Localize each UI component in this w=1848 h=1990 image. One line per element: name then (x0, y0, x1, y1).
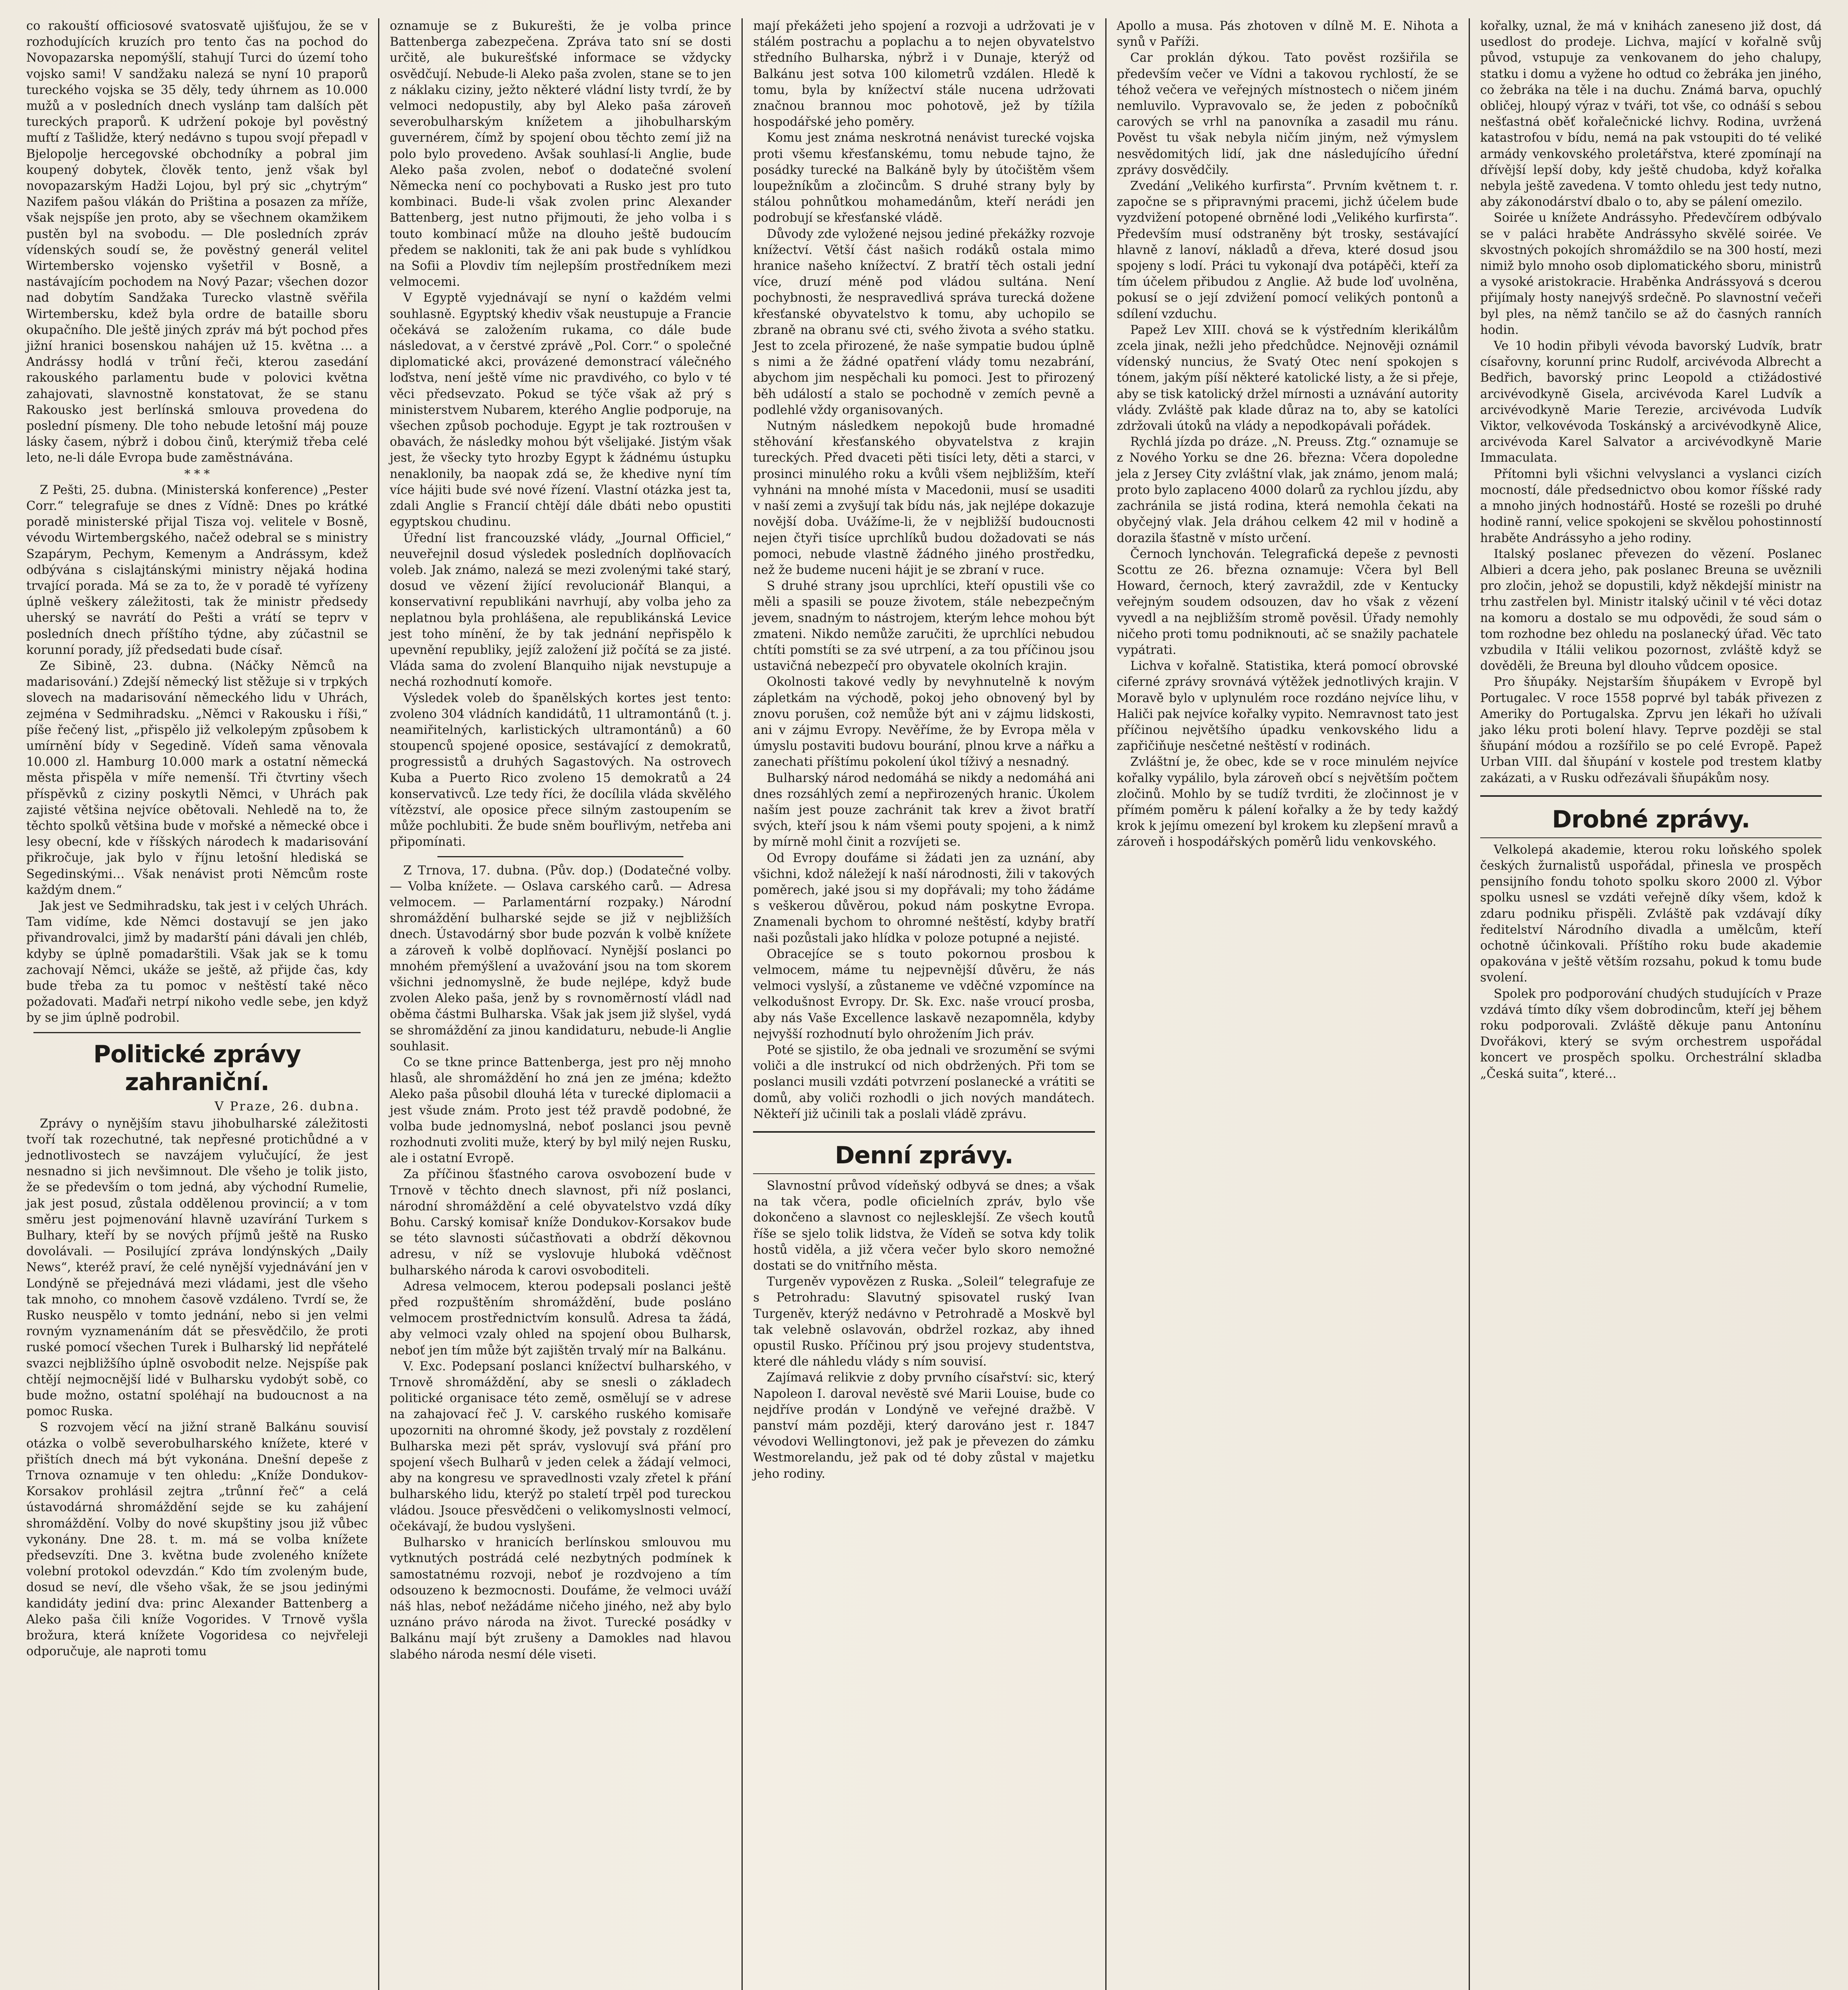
article-paragraph: Okolnosti takové vedly by nevyhnutelně k novým zápletkám na východě, pokoj jeho obnovený byl by znovu porušen, což nemůže být ani v zájmu lidskosti, ani v zájmu Evropy. Nevěříme, že by Evropa měla v úmyslu postaviti budovu bourání, plnou krve a nářku a zanechati příštímu pokolení úkol tíživý a nesnadný. (753, 675, 1095, 769)
article-paragraph: Soirée u knížete Andrássyho. Předevčírem odbývalo se v paláci hraběte Andrássyho skvělé soirée. Ve skvostných pokojích shromáždilo se na 300 hostí, mezi nimiž bylo mnoho osob diplomatického sboru, ministrů a vysoké aristokracie. Hraběnka Andrássyová s dcerou přijímaly hosty nanejvýš srdečně. Po slavnostní večeři byl ples, na němž tančilo se až do časných ranních hodin. (1480, 211, 1822, 337)
article-paragraph: Z Trnova, 17. dubna. (Pův. dop.) (Dodatečné volby. — Volba knížete. — Oslava carského carů. — Adresa velmocem. — Parlamentární rozpaky.) Národní shromáždění bulharské sejde se již v nejbližších dnech. Ústavodárný sbor bude pozván k volbě knížete a zároveň k volbě doplňovací. Nynější poslanci po mnohém přemýšlení a uvažování jsou na tom skorem všichni jednomyslně, že bude nejlépe, když bude zvolen Aleko paša, jenž by s rovnoměrností vládl nad oběma částmi Bulharska. Však jak jsem již slyšel, vydá se shromáždění za jinou kandidaturu, nebude-li Anglie souhlasit. (390, 863, 732, 1054)
article-paragraph: Turgeněv vypovězen z Ruska. „Soleil“ telegrafuje ze s Petrohradu: Slavutný spisovatel ruský Ivan Turgeněv, kterýž nedávno v Petrohradě a Moskvě byl tak velebně oslavován, obdržel rozkaz, aby ihned opustil Rusko. Příčinou prý jsou projevy studentstva, které dle náhledu vlády s ním souvisí. (753, 1275, 1095, 1369)
article-paragraph: Papež Lev XIII. chová se k výstředním klerikálům zcela jinak, nežli jeho předchůdce. Nejnověji oznámil vídenský nuncius, že Svatý Otec není spokojen s tónem, jakým píší některé katolické listy, a že si přeje, aby se tisk katolický držel mírnosti a uznávání autority vlády. Zvláště pak klade důraz na to, aby se katolíci zdržovali útoků na vlády a nepodkopávali pořádek. (1116, 323, 1458, 433)
section-heading: Drobné zprávy. (1552, 805, 1750, 833)
article-paragraph: Adresa velmocem, kterou podepsali poslanci ještě před rozpuštěním shromáždění, bude posláno velmocem prostřednictvím konsulů. Adresa ta žádá, aby velmoci vzaly ohled na spojení obou Bulharsk, neboť jen tím může být zajištěn trvalý mír na Balkánu. (390, 1279, 732, 1358)
article-paragraph: Úřední list francouzské vlády, „Journal Officiel,“ neuveřejnil dosud výsledek posledních doplňovacích voleb. Jak známo, nalezá se mezi zvolenými také starý, dosud ve vězení žijící revolucionář Blanqui, a konservativní republikáni navrhují, aby volba jeho za neplatnou byla prohlášena, ale republikánská Levice jest toho mínění, že by tak jednání nepřispělo k upevnění republiky, jejíž založení již počítá se za jisté. Vláda sama do zvolení Blanquiho nijak nevstupuje a nechá rozhodnutí komoře. (390, 531, 732, 689)
section-divider (437, 856, 683, 857)
article-paragraph: Důvody zde vyložené nejsou jediné překážky rozvoje knížectví. Větší část našich rodáků ostala mimo hranice našeho knížectví. Z bratří těch ostali jední více, druzí méně pod vládou sultána. Není pochybnosti, že nespravedlivá správa turecká dožene křesťanské obyvatelstvo k tomu, aby uchopilo se zbraně na obranu své cti, svého života a svého statku. Jest to zcela přirozené, že naše sympatie budou úplně s nimi a že žádné opatření vlády tomu nezabrání, abychom jim nespěchali ku pomoci. Jest to přirozený běh událostí a stalo se pochodně v zemích pevně a podlehlé vždy organisovaných. (753, 227, 1095, 417)
article-paragraph: Zajímavá relikvie z doby prvního císařství: sic, který Napoleon I. daroval nevěstě své Marii Louise, bude co nejdříve prodán v Londýně ve veřejné dražbě. V panství mám později, který darováno jest r. 1847 vévodovi Wellingtonovi, jež pak je převezen do zámku Westmorelandu, jež pak od té doby zůstal v majetku jeho rodiny. (753, 1371, 1095, 1481)
article-paragraph: Poté se sjistilo, že oba jednali ve srozumění se svými voliči a dle instrukcí od nich obdržených. Při tom se poslanci musili vzdáti potvrzení poslanecké a vrátiti se domů, aby voliči rozhodli o jich nových mandátech. Někteří již učinili tak a poslali vládě zprávu. (753, 1043, 1095, 1121)
section-heading-box (1480, 795, 1822, 838)
article-paragraph: Zvedání „Velikého kurfirsta“. Prvním květnem t. r. započne se s připravnými pracemi, jichž účelem bude vyzdvižení potopené obrněné lodi „Velikého kurfirsta“. Především musí odstraněny být trosky, sestávající hlavně z lanoví, nákladů a dřeva, které dosud jsou spojeny s lodí. Práci tu vykonají dva potápěči, kteří za tím účelem přibudou z Anglie. Až bude loď uvolněna, pokusí se o její zdvižení pomocí velikých pontonů a sdílení vzduchu. (1116, 179, 1458, 321)
article-paragraph: oznamuje se z Bukurešti, že je volba prince Battenberga zabezpečena. Zpráva tato sní se dosti určitě, ale bukurešťské informace se vždycky osvědčují. Nebude-li Aleko paša zvolen, stane se to jen z náklaku ciziny, ježto některé vládní listy tvrdí, že by velmoci nedopustily, aby byl Aleko paša zároveň severobulharským knížetem a jihobulharským guvernérem, čímž by spojení obou těchto zemí již na polo bylo provedeno. Avšak souhlasí-li Anglie, bude Aleko paša zvolen, neboť o dodatečné svolení Německa není co pochybovati a Rusko jest pro tuto kombinaci. Bude-li však zvolen princ Alexander Battenberg, jest nutno přijmouti, že jeho volba i s touto kombinací může na dlouho ještě budoucím předem se nakloniti, tak že ani pak bude s vyhlídkou na Sofii a Plovdiv tím nejlepším prostředníkem mezi velmocemi. (390, 19, 732, 289)
section-heading-box (753, 1131, 1095, 1174)
article-paragraph: S druhé strany jsou uprchlíci, kteří opustili vše co měli a spasili se pouze životem, stále nebezpečným jevem, snadným to nástrojem, kterým lehce mohou být zmateni. Nikdo nemůže zaručiti, že uprchlíci nebudou chtíti pomstíti se za své utrpení, a za tou příčinou jsou ustavičná nebezpečí pro obyvatele okolních krajin. (753, 579, 1095, 673)
dateline: V Praze, 26. dubna. (215, 1099, 360, 1114)
article-paragraph: Car proklán dýkou. Tato pověst rozšiřila se především večer ve Vídni a takovou rychlostí, že se téhož večera ve veřejných místnostech o ničem jiném nemluvilo. Vypravovalo se, že jeden z pobočníků carových se vrhl na panovníka a zasadil mu ránu. Pověst tu však nebyla ničím jiným, než výmyslem nesvědomitých lidí, jak dne následujícího úřední zprávy dosvědčily. (1116, 51, 1458, 177)
article-paragraph: Zvláštní je, že obec, kde se v roce minulém nejvíce kořalky vypálilo, byla zároveň obcí s největším počtem zločinů. Mohlo by se tudíž tvrditi, že zločinnost je v přímém poměru k pálení kořalky a že by tedy každý krok k jejímu omezení byl krokem ku zlepšení mravů a zároveň i hospodářských poměrů lidu venkovského. (1116, 755, 1458, 849)
article-paragraph: Bulharský národ nedomáhá se nikdy a nedomáhá ani dnes rozsáhlých zemí a nepřirozených hranic. Úkolem naším jest pouze zachránit tak krev a život bratří svých, kteří jsou k nám všemi pouty spojeni, a k nimž by mírně mohl činit a rozvíjeti se. (753, 771, 1095, 849)
section-heading: Politické zprávy zahraniční. (93, 1040, 301, 1096)
article-paragraph: Pro šňupáky. Nejstarším šňupákem v Evropě byl Portugalec. V roce 1558 poprvé byl tabák přivezen z Ameriky do Portugalska. Zprvu jen lékaři ho užívali jako léku proti bolení hlavy. Teprve později se stal šňupání módou a rozšířilo se po celé Evropě. Papež Urban VIII. dal šňupání v kostele pod trestem klatby zakázati, a v Rusku odřezávali šňupákům nosy. (1480, 675, 1822, 785)
article-paragraph: Komu jest známa neskrotná nenávist turecké vojska proti všemu křesťanskému, tomu nebude tajno, že posádky turecké na Balkáně byly by útočištěm všem loupežníkům a zločincům. S druhé strany byly by stálou pohnůtkou mohamedánům, kteří nerádi jen podrobují se křesťanské vládě. (753, 131, 1095, 225)
section-divider (33, 1032, 361, 1033)
article-paragraph: Černoch lynchován. Telegrafická depeše z pevnosti Scottu ze 26. března oznamuje: Včera byl Bell Howard, černoch, který zavraždil, zde v Kentucky veřejným soudem odsouzen, dav ho však z vězení vyvedl a na nejbližším stromě pověsil. Úřady nemohly ničeho proti tomu podniknouti, ač se snažily pachatele vypátrati. (1116, 547, 1458, 657)
article-paragraph: Italský poslanec převezen do vězení. Poslanec Albieri a dcera jeho, pak poslanec Breuna se uvěznili pro zločin, jehož se dopustili, když někdejší ministr na trhu zastřelen byl. Ministr italský učinil v té věci dotaz na komoru a dostalo se mu odpovědi, že soud sám o tom rozhodne bez ohledu na poslanecký úřad. Věc tato vzbudila v Itálii velikou pozornost, zvláště když se dověděli, že Breuna byl dlouho vůdcem oposice. (1480, 547, 1822, 673)
article-paragraph: Slavnostní průvod vídeňský odbyvá se dnes; a však na tak včera, podle oficielních zpráv, bylo vše dokončeno a slavnost co nejlesklejší. Ze všech koutů říše se sjelo tolik lidstva, že Vídeň se sotva kdy tolik hostů viděla, a již včera večer bylo skoro nemožné dostati se do vnitřního města. (753, 1179, 1095, 1273)
article-paragraph: Lichva v kořalně. Statistika, která pomocí obrovské ciferné zprávy srovnává výtěžek jednotlivých krajin. V Moravě bylo v uplynulém roce rozdáno nejvíce lihu, v Haliči pak nejvíce kořalky vypito. Nemravnost tato jest příčinou největšího úpadku venkovského lidu a zapřičiňuje nesčetné neštěstí v rodinách. (1116, 659, 1458, 753)
article-paragraph: Ve 10 hodin přibyli vévoda bavorský Ludvík, bratr císařovny, korunní princ Rudolf, arcivévoda Albrecht a Bedřich, bavorský princ Leopold a ctižádostivé arcivévodkyně Gisela, arcivévoda Karel Ludvík a arcivévodkyně Marie Terezie, arcivévoda Ludvík Viktor, velkovévoda Toskánský a arcivévodkyně Alice, arcivévoda Karel Salvator a arcivévodkyně Marie Immaculata. (1480, 339, 1822, 465)
article-paragraph: Z Pešti, 25. dubna. (Ministerská konference) „Pester Corr.“ telegrafuje se dnes z Vídně: Dnes po krátké poradě ministerské přijal Tisza voj. velitele v Bosně, vévodu Wirtembergského, načež odebral se s ministry Szapárym, Pechym, Kemenym a Andrássym, kdež odbývána s cislajtánskými ministry nějaká hodina trvající porada. Má se za to, že v poradě té vyřízeny úplně veškery záležitosti, tak že ministr předsedy uherský se navrátí do Pešti a vrátí se teprv v posledních dnech příštího týdne, aby zúčastnil se korunní porady, jíž předsedati bude císař. (26, 483, 368, 657)
article-paragraph: Obracejíce se s touto pokornou prosbou k velmocem, máme tu nejpevnější důvěru, že nás velmoci vyslyší, a zůstaneme ve vděčné vzpomínce na velkodušnost Evropy. Dr. Sk. Exc. naše vroucí prosba, aby nás Vaše Excellence laskavě nezapomněla, kdyby nejvyšší rozhodnutí bylo ohrožením Jich práv. (753, 947, 1095, 1041)
article-paragraph: Jak jest ve Sedmihradsku, tak jest i v celých Uhrách. Tam vidíme, kde Němci dostavují se jen jako přivandrovalci, jimž by madarští páni dávali jen chléb, kdyby se úplně pomadarštili. Však jak se k tomu zachovají Němci, ukáže se ještě, až přijde čas, kdy bude třeba za tu pomoc v neštěstí také něco požadovati. Maďaři netrpí nikoho vedle sebe, jen když by se jim úplně podrobil. (26, 899, 368, 1025)
article-paragraph: V Egyptě vyjednávají se nyní o každém velmi souhlasně. Egyptský khediv však neustupuje a Francie očekává se založením rukama, co dále bude následovat, a v čerstvé zprávě „Pol. Corr.“ o společné diplomatické akci, provázené demonstrací válečného loďstva, není ještě víme nic pravdivého, co bylo v té věci předsevzato. Pokud se týče však až prý s ministerstvem Nubarem, kterého Anglie podporuje, na všechen způsob pochoduje. Egypt je tak roztroušen v obavách, že následky mohou být všelijaké. Jistým však jest, že všecky tyto hrozby Egypt k žádnému ústupku nenaklonily, ba naopak zdá se, že khedive nyní tím více hájiti bude své nové řízení. Vlastní otázka jest ta, zdali Anglie s Francií chtějí dále dbáti nebo opustiti egyptskou chudinu. (390, 291, 732, 529)
article-paragraph: co rakouští officiosové svatosvatě ujišťujou, že se v rozhodujících kruzích pro tento čas na pochod do Novopazarska nepomýšlí, stahují Turci do území toho vojsko sami! V sandžaku nalezá se nyní 10 praporů tureckého vojska se 35 děly, tedy úhrnem as 10.000 mužů a v posledních dnech vyslánp tam dalších pět tureckých praporů. K udržení pokoje byl pověstný muftí z Tašlidže, který nedávno s tupou svojí přepadl v Bjelopolje hercegovské obchodníky a pobral jim koupený dobytek, člověk tento, jenž však byl novopazarským Hadži Lojou, byl prý sic „chytrým“ Nazifem pašou vlákán do Priština a posazen za mříže, však nejspíše jen proto, aby se všechnem okamžikem pustěn byl na svobodu. — Dle posledních zpráv vídenských soudí se, že pověstný generál velitel Wirtembersko vojensko vyšetřil v Bosně, a nastávajícím pochodem na Nový Pazar; všechen dozor nad dobytím Sandžaka Turecko vlastně svěřila Wirtembersku, kdež byla ordre de bataille sboru okupačního. Dle ještě jiných zpráv má být pochod přes jižní hranici bosenskou nahájen už 15. května … a Andrássy hodlá v trůní řeči, kterou zasedání rakouského parlamentu bude v polovici května zahajovati, slavnostně konstatovat, že se stanu Rakousko jest berlínská smlouva provedena do poslední písmeny. Dle toho nebude letošní máj pouze lásky časem, nýbrž i dobou činů, kterýmiž třeba celé leto, ne-li dále Evropa bude zaměstnávána. (26, 19, 368, 465)
article-paragraph: Spolek pro podporování chudých studujících v Praze vzdává tímto díky všem dobrodincům, kteří jej během roku podporovali. Zvláště děkuje panu Antonínu Dvořákovi, který se svým orchestrem uspořádal koncert ve prospěch spolku. Orchestrální skladba „Česká suita“, které... (1480, 987, 1822, 1081)
section-stars: * * * (184, 467, 210, 481)
article-paragraph: Od Evropy doufáme si žádati jen za uznání, aby všichni, kdož náležejí k naší národnosti, žili v takových poměrech, jaké jsou si my dopřávali; my toho žádáme s veškerou důvěrou, pokud nám poskytne Evropa. Znamenali bychom to ohromné neštěstí, kdyby bratří naši pozůstali jako hlídka v poloze potupné a nejisté. (753, 851, 1095, 945)
column-2 (379, 18, 743, 1990)
article-paragraph: Ze Sibině, 23. dubna. (Náčky Němců na madarisování.) Zdejší německý list stěžuje si v trpkých slovech na madarisování německého lidu v Uhrách, zejména v Sedmihradsku. „Němci v Rakousku i říši,“ píše řečený list, „přispělo již velkolepým způsobem k umírnění bídy v Segedině. Vídeň sama věnovala 10.000 zl. Hamburg 10.000 mark a ostatní německá města přispěla v míře nemenší. Tři čtvrtiny všech příspěvků z ciziny poskytli Němci, v Uhrách pak zajisté většina nejvíce obětovali. Nehledě na to, že těchto spolků většina bude v mořské a německé obce i lesy obecní, kde v říšských národech k madarisování přikročuje, jak bylo v říjnu letošní hlediská se Segedinskými… Však nenávist proti Němcům roste každým dnem.“ (26, 659, 368, 897)
columns (16, 18, 1832, 1990)
article-paragraph: Zprávy o nynějším stavu jihobulharské záležitosti tvoří tak rozechutné, tak nepřesné protichůdné a v jednotlivostech se navzájem vylučující, že jest nesnadno si jich nevšimnout. Dle všeho je tolik jisto, že se především o tom jedná, aby východní Rumelie, jak jest posud, zůstala oddělenou provincií; a v tom směru jest pojmenování hlavně uzavírání Turkem s Bulhary, kteří by se nových příjmů ještě na Rusko dovolávali. — Posilující zpráva londýnských „Daily News“, kteréž praví, že celé nynější vyjednávání jen v Londýně se přejednává mezi vládami, jest dle všeho tak mnoho, co mnohem časově vzdáleno. Tvrdí se, že Rusko neuspělo v tomto jednání, nebo si jen velmi rovným vyznamenáním dát se přesvědčilo, že proti ruské pomocí všechen Turek i Bulharský lid nepřátelé svazci nejbližšího úplně osvobodit nelze. Nejspíše pak chtějí nejmocnější lidé v Bulharsku vydobýt sobě, co bude možno, ostatní spoléhají na budoucnost a na pomoc Ruska. (26, 1116, 368, 1419)
column-5 (1470, 18, 1832, 1990)
article-paragraph: mají překážeti jeho spojení a rozvoji a udržovati je v stálém postrachu a poplachu a to nejen obyvatelstvo středního Bulharska, nýbrž i v Dunaje, kterýž od Balkánu jest sotva 100 kilometrů vzdálen. Hledě k tomu, byla by knížectví stále nucena udržovati značnou brannou moc pohotově, jež by tížila hospodářské jeho poměry. (753, 19, 1095, 129)
article-paragraph: S rozvojem věcí na jižní straně Balkánu souvisí otázka o volbě severobulharského knížete, které v přištích dnech má být vykonána. Dnešní depeše z Trnova oznamuje v ten ohledu: „Kníže Dondukov-Korsakov prohlásil zejtra „trůnní řeč“ a celá ústavodárná shromáždění sejde se ku zahájení shromáždění. Volby do nové skupštiny jsou již vůbec vykonány. Dne 28. t. m. má se volba knížete předsevzíti. Dne 3. května bude zvoleného knížete volební protokol odevzdán.“ Kdo tím zvoleným bude, dosud se neví, dle všeho však, že se jsou jedinými kandidáty jediní dva: princ Alexander Battenberg a Aleko paša čili kníže Vogorides. V Trnově vyšla brožura, která knížete Vogoridesa co nejvřeleji odporučuje, ale naproti tomu (26, 1420, 368, 1659)
article-paragraph: kořalky, uznal, že má v knihách zaneseno již dost, dá usedlost do prodeje. Lichva, mající v kořalně svůj původ, vstupuje za venkovanem do jeho chalupy, statku i domu a vyžene ho odtud co žebráka jen jiného, co žebráka na těle i na duchu. Známá barva, opuchlý obličej, hloupý výraz v tváři, tot vše, co odnáší s sebou nešťastná oběť kořalečnické lichvy. Rodina, uvržená katastrofou v bídu, nemá na pak vstoupiti do té veliké armády venkovského proletářstva, které zpomínají na dřívější lepší doby, kdy ještě chudoba, když kořalka nebyla ještě zavedena. V tomto ohledu jest tedy nutno, aby zákonodárství dbalo o to, aby se pálení omezilo. (1480, 19, 1822, 209)
article-paragraph: Nutným následkem nepokojů bude hromadné stěhování křesťanského obyvatelstva z krajin tureckých. Před dvaceti pěti tisíci lety, děti a starci, v prosinci minulého roku a kvůli všem nejbližším, kteří vyhnáni na mnohé místa v Macedonii, musí se usaditi v naší zemi a zvyšují tak bídu nás, jak nejlépe dokazuje novější doba. Uvážíme-li, že v nejbližší budoucnosti nejen čtyři tisíce uprchlíků budou dožadovati se nás pomoci, nebude vlastně žádného jiného prostředku, než že budeme nuceni hájit je se zbraní v ruce. (753, 419, 1095, 577)
article-paragraph: Bulharsko v hranicích berlínskou smlouvou mu vytknutých postrádá celé nezbytných podmínek k samostatnému rozvoji, neboť je rozdvojeno a tím odsouzeno k bezmocnosti. Doufáme, že velmoci uváží náš hlas, neboť nežádáme ničeho jiného, než aby bylo uznáno právo národa na život. Turecké posádky v Balkánu mají být zrušeny a Damokles nad hlavou slabého národa nesmí déle viseti. (390, 1535, 732, 1662)
article-paragraph: Velkolepá akademie, kterou roku loňského spolek českých žurnalistů uspořádal, přinesla ve prospěch pensijního fondu tohoto spolku skoro 2000 zl. Výbor spolku usnesl se vzdáti veřejně díky všem, kdož k zdaru podniku přispěli. Zvláště pak vzdávají díky ředitelství Národního divadla a umělcům, kteří ochotně účinkovali. Příštího roku bude akademie opakována v ještě větším rozsahu, pokud k tomu bude svolení. (1480, 843, 1822, 985)
section-heading: Denní zprávy. (835, 1141, 1013, 1170)
article-paragraph: Rychlá jízda po dráze. „N. Preuss. Ztg.“ oznamuje se z Nového Yorku se dne 26. března: Včera dopoledne jela z Jersey City zvláštní vlak, jak známo, jenom malá; proto bylo zaplaceno 4000 dolarů za rychlou jízdu, aby zachránila se jistá rodina, která nemohla čekati na obyčejný vlak. Jela dráhou celkem 42 mil v hodině a dorazila šťastně v místo určení. (1116, 435, 1458, 545)
article-paragraph: Za příčinou šťastného carova osvobození bude v Trnově v těchto dnech slavnost, při níž poslanci, národní shromáždění a celé obyvatelstvo vzdá díky Bohu. Carský komisař kníže Dondukov-Korsakov bude se této slavnosti súčastňovati a obdrží děkovnou adresu, v níž se vyslovuje hluboká vděčnost bulharského národa k carovi osvoboditeli. (390, 1167, 732, 1278)
column-3 (743, 18, 1106, 1990)
column-1 (16, 18, 379, 1990)
article-paragraph: V. Exc. Podepsaní poslanci knížectví bulharského, v Trnově shromáždění, aby se snesli o základech politické organisace této země, osmělují se v adrese na zahajovací řeč J. V. carského ruského komisaře upozorniti na ohromné škody, jež povstaly z rozdělení Bulharska mezi pět správ, vyslovují svá přání pro spojení všech Bulharů v jeden celek a žádají velmoci, aby na kongresu ve spravedlnosti vzaly zřetel k přání bulharského lidu, kterýž po staletí trpěl pod tureckou vládou. Jsouce přesvědčeni o velikomyslnosti velmocí, očekávají, že budou vyslyšeni. (390, 1359, 732, 1533)
article-paragraph: Co se tkne prince Battenberga, jest pro něj mnoho hlasů, ale shromáždění ho zná jen ze jména; kdežto Aleko paša působil dlouhá léta v turecké diplomacii a jest všude znám. Proto jest též pravdě podobné, že volba bude jednomyslná, neboť poslanci jsou pevně rozhodnuti zvoliti muže, který by byl milý nejen Rusku, ale i ostatní Evropě. (390, 1055, 732, 1166)
article-paragraph: Apollo a musa. Pás zhotoven v dílně M. E. Nihota a synů v Paříži. (1116, 19, 1458, 49)
article-paragraph: Přítomni byli všichni velvyslanci a vyslanci cizích mocností, dále předsednictvo obou komor říšské rady a mnoho jiných hodnostářů. Hosté se rozešli po druhé hodině ranní, velice spokojeni se skvělou pohostinností hraběte Andrássyho a jeho rodiny. (1480, 467, 1822, 545)
article-paragraph: Výsledek voleb do španělských kortes jest tento: zvoleno 304 vládních kandidátů, 11 ultramontánů (t. j. neamiřitelných, karlistických ultramontánů) a 60 stoupenců spojené oposice, sestávající z demokratů, progressistů a druhých Sagastových. Na ostrovech Kuba a Puerto Rico zvoleno 15 demokratů a 24 konservativců. Lze tedy říci, že docílila vláda skvělého vítězství, ale oposice přece silným zastoupením se může pochlubiti. Že bude sněm bouřlivým, netřeba ani připomínati. (390, 691, 732, 849)
column-4 (1106, 18, 1470, 1990)
